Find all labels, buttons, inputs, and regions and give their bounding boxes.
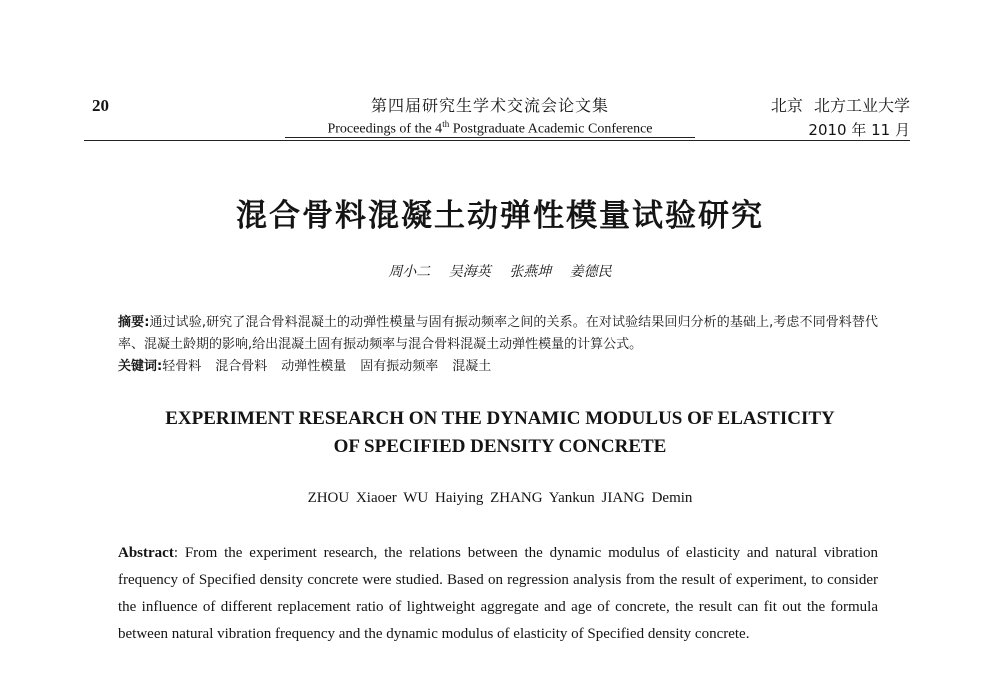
paper-title-cn: 混合骨料混凝土动弹性模量试验研究 — [236, 198, 764, 234]
paper-title-en-line2: OF SPECIFIED DENSITY CONCRETE — [333, 436, 667, 457]
keyword: 固有振动频率 — [360, 359, 439, 374]
authors-cn: 周小二 吴海英 张燕坤 姜德民 — [388, 264, 612, 280]
keyword: 轻骨料 — [162, 359, 202, 374]
venue-block — [720, 93, 910, 140]
journal-header — [280, 93, 700, 138]
abstract-cn-text: 通过试验,研究了混合骨料混凝土的动弹性模量与固有振动频率之间的关系。在对试验结果回归分析的基础上,考虑不同骨料替代率、混凝土龄期的影响,给出混凝土固有振动频率与混合骨料混凝土动弹性模量的计算公式。 — [118, 315, 878, 352]
venue: 北京 北方工业大学 — [770, 96, 910, 115]
abstract-en-label: Abstract — [118, 545, 174, 561]
abstract-en — [118, 540, 878, 648]
conference-date: 2010 年 11 月 — [808, 121, 910, 139]
authors-en: ZHOU Xiaoer WU Haiying ZHANG Yankun JIANG Demin — [307, 490, 693, 506]
paper-title-en — [0, 405, 1000, 461]
header-divider — [84, 140, 910, 141]
keyword: 动弹性模量 — [281, 359, 347, 374]
keyword: 混凝土 — [452, 359, 492, 374]
page-number: 20 — [92, 96, 109, 115]
journal-title-en-sup: th — [442, 119, 450, 129]
journal-underline — [285, 137, 695, 138]
keywords-cn-label: 关键词: — [118, 359, 163, 374]
keywords-cn — [118, 356, 878, 378]
journal-title-en-suffix: Postgraduate Academic Conference — [449, 121, 653, 137]
abstract-cn — [118, 312, 878, 356]
keyword: 混合骨料 — [215, 359, 268, 374]
journal-title-en-prefix: Proceedings of the 4 — [327, 121, 443, 137]
paper-title-en-line1: EXPERIMENT RESEARCH ON THE DYNAMIC MODULUS OF ELASTICITY — [165, 408, 835, 429]
journal-title-cn: 第四届研究生学术交流会论文集 — [370, 96, 609, 115]
journal-title-en — [280, 119, 700, 138]
abstract-cn-label: 摘要: — [118, 315, 150, 330]
abstract-en-text: : From the experiment research, the relations between the dynamic modulus of elasticity and natural vibration frequency of Specified density concrete were studied. Based on regression analysis from the result of experiment, to consider the influence of different replacement ratio of lightweight aggregate and age of concrete, the result can fit out the formula between natural vibration frequency and the dynamic modulus of elasticity of Specified density concrete. — [118, 545, 878, 642]
